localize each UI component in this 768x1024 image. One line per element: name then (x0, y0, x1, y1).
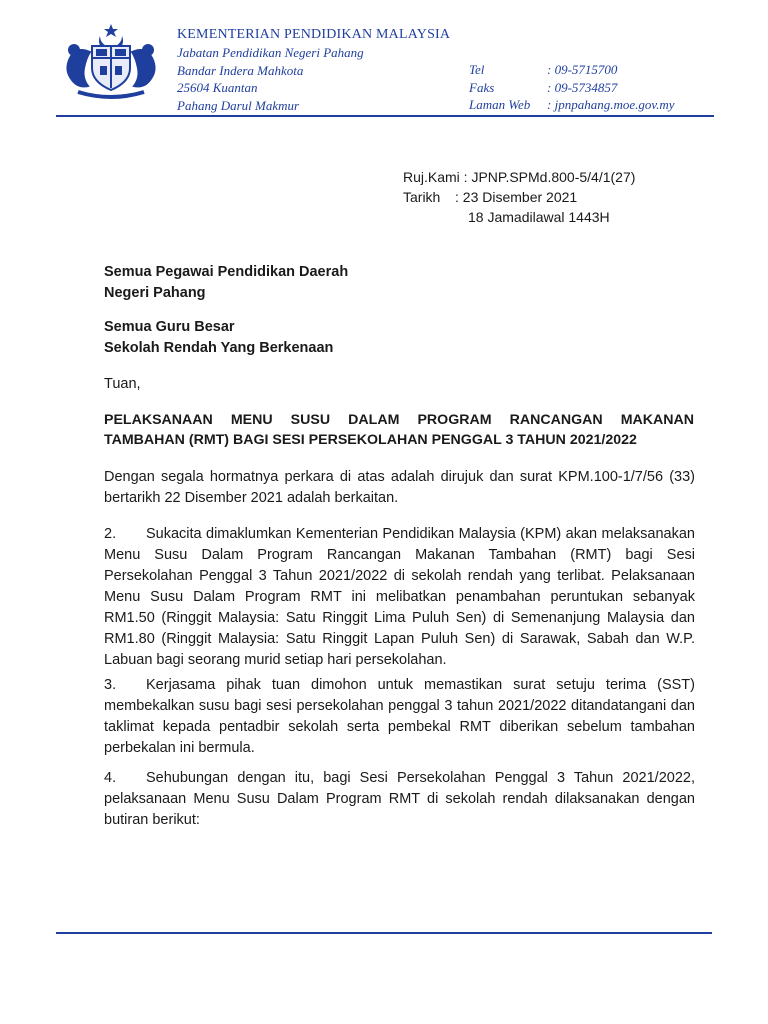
letterhead-text (177, 26, 450, 114)
paragraph-3-text: Kerjasama pihak tuan dimohon untuk memastikan surat setuju terima (SST) membekalkan susu bagi sesi persekolahan penggal 3 tahun 2021/2022 ditandatangani dan taklimat kepada pentadbir sekolah serta pembekal RMT diberikan sebelum tambahan perbekalan ini bermula. (104, 677, 695, 756)
letterhead (0, 0, 768, 118)
paragraph-2 (104, 524, 695, 671)
recipient-2-line-1: Semua Guru Besar (104, 319, 235, 335)
web-row (469, 96, 675, 114)
web-value: : jpnpahang.moe.gov.my (547, 97, 675, 112)
ministry-name: KEMENTERIAN PENDIDIKAN MALAYSIA (177, 27, 451, 42)
recipient-2-line-2: Sekolah Rendah Yang Berkenaan (104, 340, 334, 356)
paragraph-3 (104, 675, 695, 759)
paragraph-4-number: 4. (104, 770, 117, 786)
reference-number: Ruj.Kami : JPNP.SPMd.800-5/4/1(27) (403, 169, 636, 185)
fax-value: : 09-5734857 (547, 79, 618, 95)
paragraph-2-text: Sukacita dimaklumkan Kementerian Pendidikan Malaysia (KPM) akan melaksanakan Menu Susu Dalam Program Rancangan Makanan Tambahan (RMT) bagi Sesi Persekolahan Penggal 3 Tahun 2021/2022 di sekolah rendah yang terlibat. Pelaksanaan Menu Susu Dalam Program RMT ini melibatkan penambahan peruntukan sebanyak RM1.50 (Ringgit Malaysia: Satu Ringgit Lima Puluh Sen) di Semenanjung Malaysia dan RM1.80 (Ringgit Malaysia: Satu Ringgit Lapan Puluh Sen) di Sarawak, Sabah dan W.P. Labuan bagi seorang murid setiap hari persekolahan. (104, 526, 695, 668)
hijri-date: 18 Jamadilawal 1443H (468, 209, 610, 225)
fax-label: Faks (469, 79, 495, 95)
department-name: Jabatan Pendidikan Negeri Pahang (177, 45, 364, 60)
address-line-2: 25604 Kuantan (177, 80, 258, 95)
address-line-3: Pahang Darul Makmur (177, 97, 300, 113)
header-divider (56, 115, 714, 117)
recipient-1-line-1: Semua Pegawai Pendidikan Daerah (104, 264, 349, 280)
tel-row (469, 61, 675, 79)
reference-block (403, 167, 635, 227)
fax-row (469, 79, 675, 97)
paragraph-1: Dengan segala hormatnya perkara di atas adalah dirujuk dan surat KPM.100-1/7/56 (33) bertarikh 22 Disember 2021 adalah berkaitan. (104, 469, 695, 506)
tel-label: Tel (469, 62, 485, 77)
recipient-group-2 (104, 317, 333, 359)
paragraph-3-number: 3. (104, 677, 117, 693)
recipient-1-line-2: Negeri Pahang (104, 285, 206, 301)
date-value: : 23 Disember 2021 (455, 189, 578, 205)
reference-line (403, 167, 635, 187)
date-row (403, 187, 635, 207)
tel-value: : 09-5715700 (547, 62, 618, 77)
address-line-1: Bandar Indera Mahkota (177, 62, 304, 78)
paragraph-4-text: Sehubungan dengan itu, bagi Sesi Persekolahan Penggal 3 Tahun 2021/2022, pelaksanaan Menu Susu Dalam Program RMT di sekolah rendah dilaksanakan dengan butiran berikut: (104, 770, 695, 828)
footer-divider (56, 932, 712, 934)
hijri-row (403, 207, 635, 227)
malaysia-coat-of-arms-icon (60, 22, 162, 100)
paragraph-2-number: 2. (104, 526, 117, 542)
subject-heading: PELAKSANAAN MENU SUSU DALAM PROGRAM RANCANGAN MAKANAN TAMBAHAN (RMT) BAGI SESI PERSEKOLAHAN PENGGAL 3 TAHUN 2021/2022 (104, 412, 694, 448)
recipient-group-1 (104, 262, 348, 304)
web-label: Laman Web (469, 97, 531, 112)
salutation: Tuan, (104, 376, 141, 392)
paragraph-4 (104, 768, 695, 831)
contact-block (469, 61, 675, 114)
date-label: Tarikh (403, 189, 441, 205)
